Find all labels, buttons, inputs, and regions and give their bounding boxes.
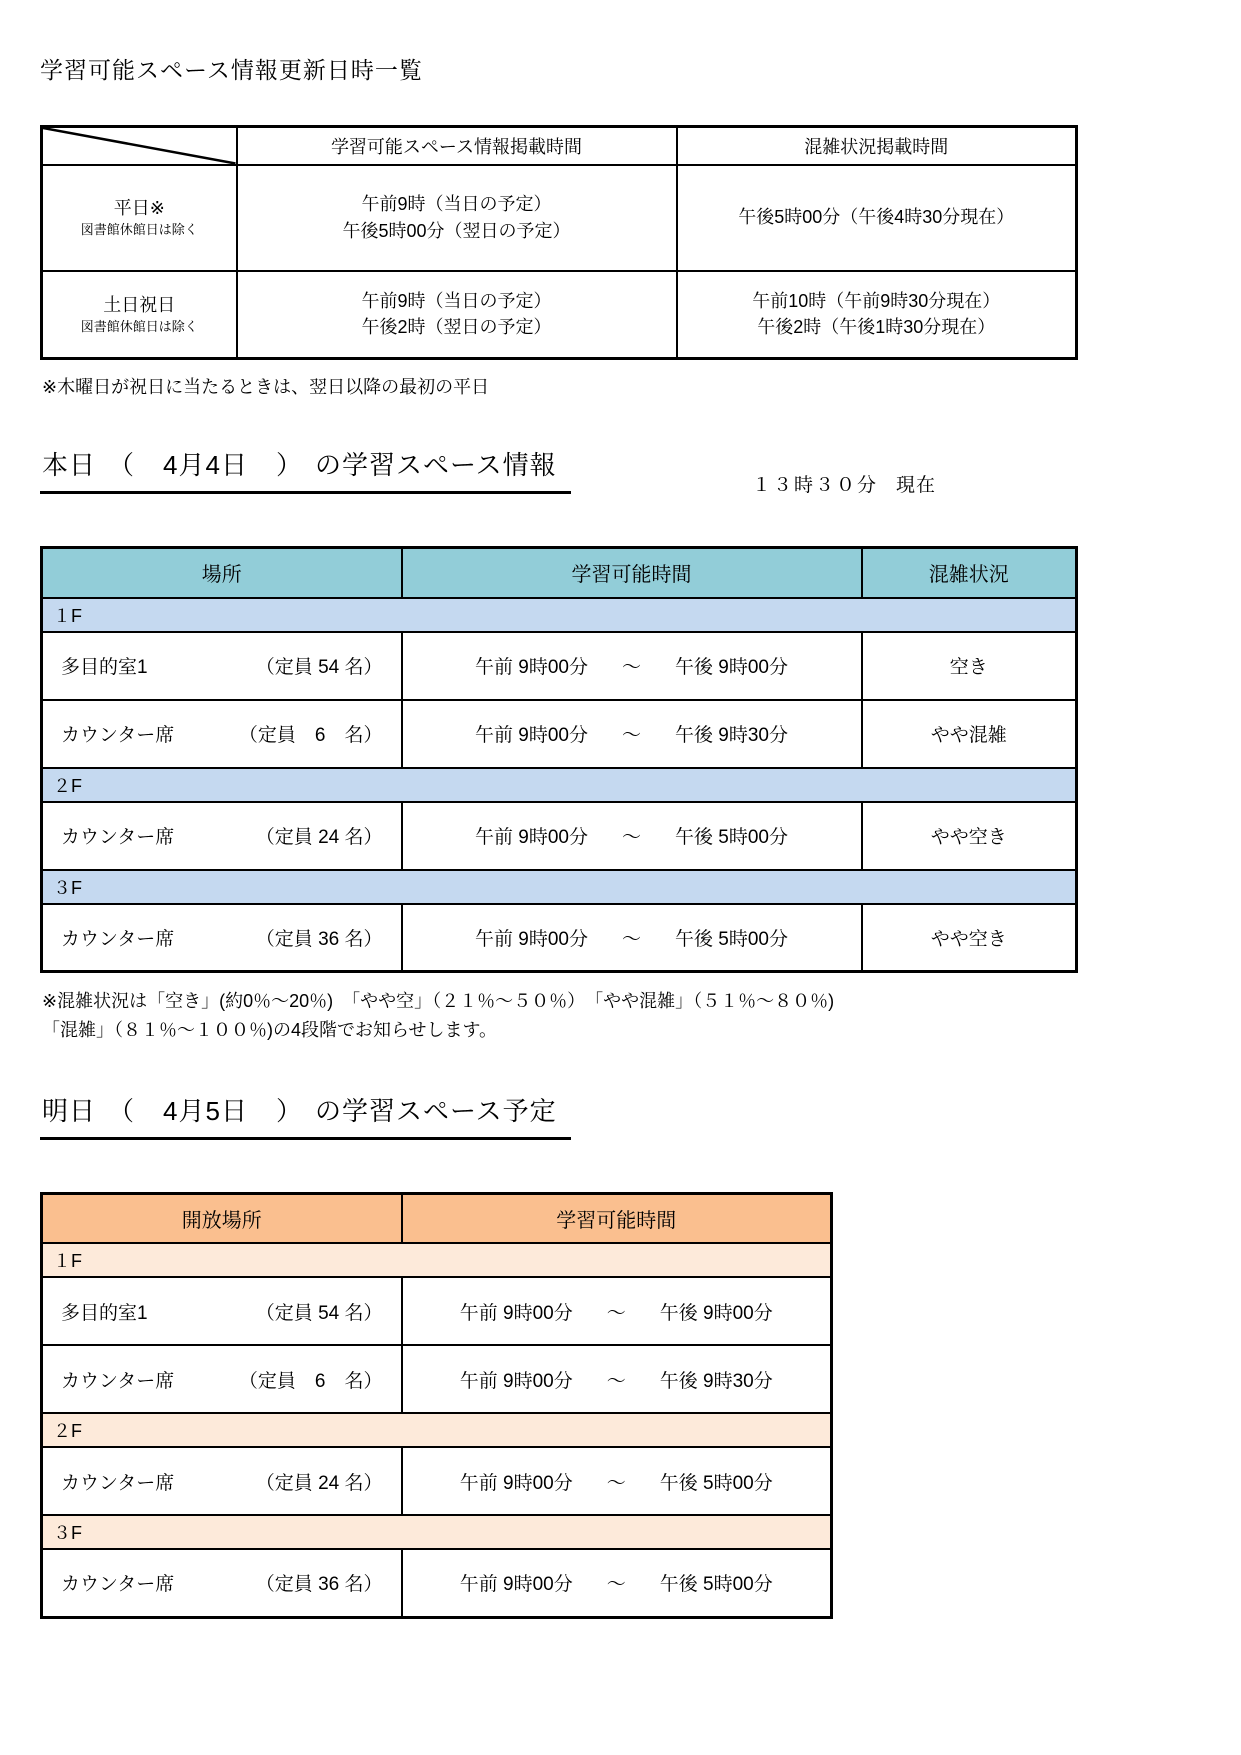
time-cell [402,802,862,870]
day-note: 図書館休館日は除く [80,319,198,335]
congestion-time-cell [677,165,1077,271]
table-row [42,1447,832,1515]
place-capacity: （定員 54 名） [255,657,383,678]
table-row [42,632,1077,700]
time-separator: ～ [621,725,641,746]
today-table-header-row [42,548,1077,598]
floor-label: ３F [42,870,1077,904]
floor-row-1f [42,1243,832,1277]
day-label: 土日祝日 [103,295,176,316]
time-cell [402,700,862,768]
time-separator: ～ [621,657,641,678]
paren-close: ） [275,1095,303,1126]
place-capacity: （定員 24 名） [255,1472,383,1494]
tomorrow-table-header-row [42,1193,832,1243]
col-header-open-place: 開放場所 [42,1193,402,1243]
col-header-available-time: 学習可能時間 [402,1193,832,1243]
time-start: 午前 9時00分 [459,1472,573,1494]
table-row [42,1549,832,1617]
col-header-available-time: 学習可能時間 [402,548,862,598]
tomorrow-section-heading-row [40,1091,1075,1157]
update-table-header-row [42,127,1077,165]
paren-close: ） [275,450,303,480]
floor-label: ３F [42,1515,832,1549]
congestion-levels-note-line: ※混雑状況は「空き」(約0％～20％) 「やや空」（２１％～５０％） 「やや混雑」（５１％～８０％) [42,991,835,1011]
place-cell [42,1345,402,1413]
floor-row-3f [42,870,1077,904]
floor-row-2f [42,768,1077,802]
place-cell [42,632,402,700]
page-title: 学習可能スペース情報更新日時一覧 [40,57,423,83]
tomorrow-space-table [40,1192,833,1619]
col-header-congestion: 混雑状況 [862,548,1077,598]
today-section-heading [40,445,571,494]
today-space-table [40,546,1078,973]
floor-row-3f [42,1515,832,1549]
place-cell [42,802,402,870]
table-row [42,1277,832,1345]
col-header-info-post-time: 学習可能スペース情報掲載時間 [237,127,677,165]
time-start: 午前 9時00分 [475,657,588,678]
time-separator: ～ [621,827,641,848]
time-end: 午後 9時30分 [675,725,788,746]
time-separator: ～ [606,1574,626,1596]
time-start: 午前 9時00分 [459,1370,573,1392]
place-cell [42,1549,402,1617]
time-end: 午後 5時00分 [659,1472,773,1494]
place-capacity: （定員 54 名） [255,1302,383,1324]
time-separator: ～ [606,1302,626,1324]
info-time-line: 午前9時（当日の予定） [361,194,552,215]
floor-label: １F [42,598,1077,632]
place-cell [42,1447,402,1515]
congestion-status: 空き [862,632,1077,700]
time-cell [402,1345,832,1413]
time-start: 午前 9時00分 [459,1302,573,1324]
place-cell [42,904,402,972]
congestion-time-line: 午後5時00分（午後4時30分現在） [738,207,1015,228]
info-time-line: 午後2時（翌日の予定） [361,317,552,338]
thursday-holiday-footnote: ※木曜日が祝日に当たるときは、翌日以降の最初の平日 [42,377,490,397]
congestion-levels-note [42,987,1075,1045]
place-name: カウンター席 [61,827,175,848]
time-end: 午後 5時00分 [675,928,788,950]
table-row [42,904,1077,972]
floor-row-2f [42,1413,832,1447]
info-time-line: 午前9時（当日の予定） [361,291,552,312]
day-note: 図書館休館日は除く [80,222,198,238]
paren-open: （ [108,450,136,480]
congestion-status: やや混雑 [862,700,1077,768]
tomorrow-label: 明日 [42,1095,97,1126]
table-row [42,700,1077,768]
tomorrow-section-heading [40,1091,571,1140]
time-start: 午前 9時00分 [475,928,588,950]
day-cell [42,271,237,359]
current-time-note [752,470,936,497]
place-capacity: （定員 36 名） [255,928,383,950]
place-name: カウンター席 [61,725,175,746]
place-capacity: （定員 6 名） [238,725,383,746]
table-row-weekend [42,271,1077,359]
update-schedule-table [40,125,1078,360]
today-label: 本日 [42,450,97,480]
time-cell [402,1549,832,1617]
paren-open: （ [108,1095,136,1126]
today-heading-suffix: の学習スペース情報 [314,450,557,480]
col-header-place: 場所 [42,548,402,598]
col-header-congestion-post-time: 混雑状況掲載時間 [677,127,1077,165]
table-row [42,802,1077,870]
time-separator: ～ [606,1370,626,1392]
info-time-cell [237,165,677,271]
table-row [42,1345,832,1413]
congestion-levels-note-line: 「混雑」（８１％～１００％)の4段階でお知らせします。 [42,1019,498,1040]
place-capacity: （定員 24 名） [255,827,383,848]
day-cell [42,165,237,271]
info-time-line: 午後5時00分（翌日の予定） [342,220,571,241]
time-separator: ～ [621,928,641,950]
diagonal-header-cell [42,127,237,165]
tomorrow-date: 4月5日 [163,1095,248,1126]
time-start: 午前 9時00分 [475,827,588,848]
time-cell [402,904,862,972]
congestion-time-line: 午前10時（午前9時30分現在） [752,291,1001,312]
time-end: 午後 9時00分 [659,1302,773,1324]
today-date: 4月4日 [163,450,248,480]
floor-label: ２F [42,1413,832,1447]
today-section-heading-row [40,445,1075,511]
time-end: 午後 5時00分 [659,1574,773,1596]
current-time-value: １３時３０分 [752,475,879,496]
congestion-time-line: 午後2時（午後1時30分現在） [757,317,996,338]
time-start: 午前 9時00分 [459,1574,573,1596]
congestion-time-cell [677,271,1077,359]
time-end: 午後 5時00分 [675,827,788,848]
diagonal-line [43,128,236,164]
day-label: 平日※ [113,198,165,219]
floor-row-1f [42,598,1077,632]
current-time-suffix: 現在 [896,475,937,496]
time-end: 午後 9時00分 [675,657,788,678]
floor-label: ２F [42,768,1077,802]
time-start: 午前 9時00分 [475,725,588,746]
place-name: カウンター席 [61,1370,175,1392]
congestion-status: やや空き [862,802,1077,870]
tomorrow-heading-suffix: の学習スペース予定 [314,1095,557,1126]
place-name: 多目的室1 [61,657,148,678]
place-cell [42,700,402,768]
place-capacity: （定員 6 名） [238,1370,383,1392]
table-row-weekday [42,165,1077,271]
place-capacity: （定員 36 名） [255,1574,383,1596]
time-cell [402,1447,832,1515]
place-cell [42,1277,402,1345]
time-cell [402,632,862,700]
time-end: 午後 9時30分 [659,1370,773,1392]
place-name: カウンター席 [61,1574,175,1596]
place-name: カウンター席 [61,928,175,950]
floor-label: １F [42,1243,832,1277]
congestion-status: やや空き [862,904,1077,972]
info-time-cell [237,271,677,359]
place-name: 多目的室1 [61,1302,148,1324]
time-separator: ～ [606,1472,626,1494]
time-cell [402,1277,832,1345]
place-name: カウンター席 [61,1472,175,1494]
